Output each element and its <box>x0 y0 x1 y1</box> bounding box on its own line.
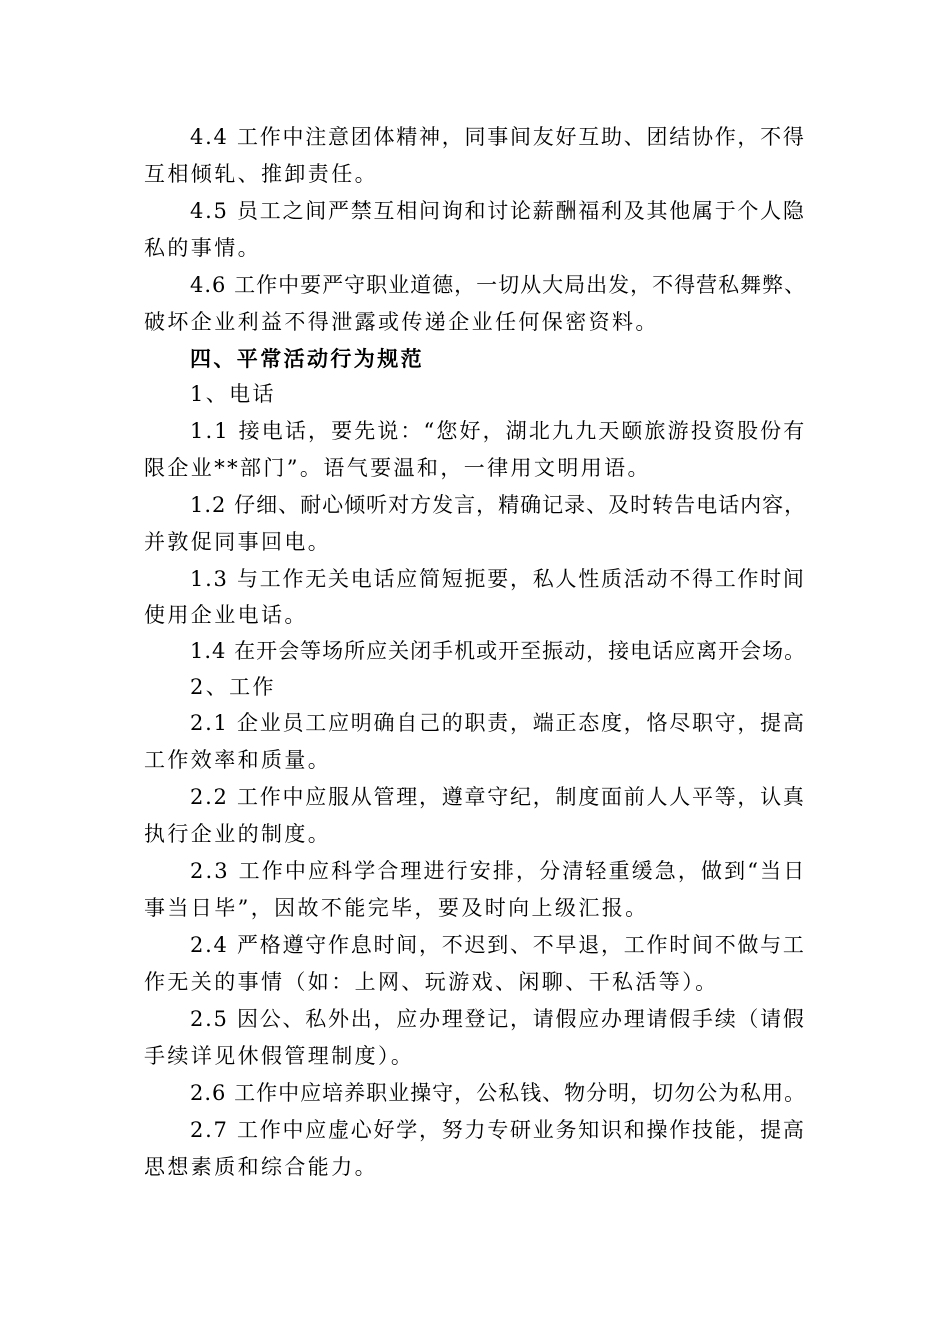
text-line: 1.4 在开会等场所应关闭手机或开至振动，接电话应离开会场。 <box>190 639 807 663</box>
text-line: 2.4 严格遵守作息时间，不迟到、不早退，工作时间不做与工 <box>190 933 806 957</box>
text-line: 4.4 工作中注意团体精神，同事间友好互助、团结协作，不得 <box>190 125 806 149</box>
text-line: 并敦促同事回电。 <box>144 530 332 554</box>
text-line: 2.3 工作中应科学合理进行安排，分清轻重缓急，做到“当日 <box>190 859 807 883</box>
text-line: 4.6 工作中要严守职业道德，一切从大局出发，不得营私舞弊、 <box>190 273 807 297</box>
text-line: 1.3 与工作无关电话应简短扼要，私人性质活动不得工作时间 <box>190 567 806 591</box>
text-line: 互相倾轧、推卸责任。 <box>144 162 378 186</box>
subsection-title: 2、工作 <box>190 675 276 699</box>
text-line: 4.5 员工之间严禁互相问询和讨论薪酬福利及其他属于个人隐 <box>190 199 806 223</box>
text-line: 使用企业电话。 <box>144 603 308 627</box>
text-line: 1.1 接电话，要先说：“您好，湖北九九天颐旅游投资股份有 <box>190 419 807 443</box>
text-line: 事当日毕”，因故不能完毕，要及时向上级汇报。 <box>144 896 649 920</box>
subsection-title: 1、电话 <box>190 382 276 406</box>
text-line: 思想素质和综合能力。 <box>144 1155 378 1179</box>
text-line: 2.1 企业员工应明确自己的职责，端正态度，恪尽职守，提高 <box>190 711 806 735</box>
text-line: 2.6 工作中应培养职业操守，公私钱、物分明，切勿公为私用。 <box>190 1081 807 1105</box>
text-line: 作无关的事情（如：上网、玩游戏、闲聊、干私活等）。 <box>144 970 719 994</box>
text-line: 破坏企业利益不得泄露或传递企业任何保密资料。 <box>144 310 659 334</box>
text-line: 2.2 工作中应服从管理，遵章守纪，制度面前人人平等，认真 <box>190 785 806 809</box>
text-line: 手续详见休假管理制度）。 <box>144 1044 415 1068</box>
text-line: 2.7 工作中应虚心好学，努力专研业务知识和操作技能，提高 <box>190 1118 806 1142</box>
section-heading: 四、平常活动行为规范 <box>190 346 424 371</box>
text-line: 2.5 因公、私外出，应办理登记，请假应办理请假手续（请假 <box>190 1007 806 1031</box>
text-line: 私的事情。 <box>144 236 261 260</box>
text-line: 工作效率和质量。 <box>144 748 332 772</box>
text-line: 1.2 仔细、耐心倾听对方发言，精确记录、及时转告电话内容， <box>190 493 807 517</box>
text-line: 限企业**部门”。语气要温和，一律用文明用语。 <box>144 456 651 480</box>
text-line: 执行企业的制度。 <box>144 822 332 846</box>
